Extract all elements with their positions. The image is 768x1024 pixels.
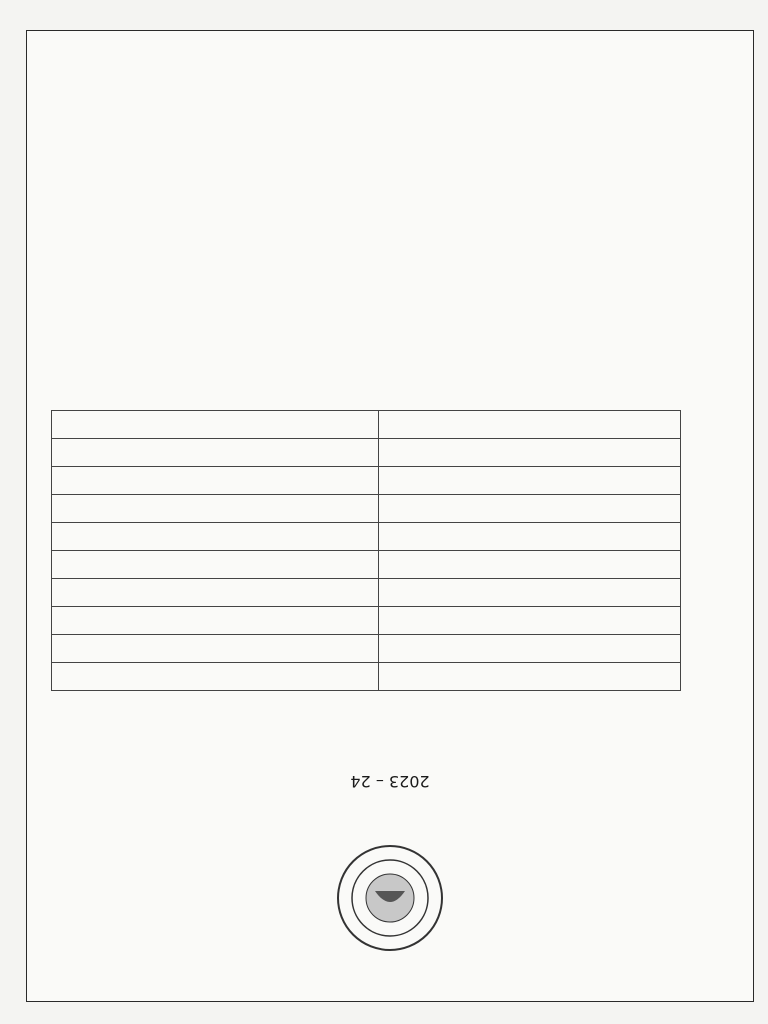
table-key [379,523,681,551]
table-value [52,495,379,523]
table-value [52,607,379,635]
table-key [379,579,681,607]
table-value [52,439,379,467]
table-row [52,411,681,439]
table-value [52,635,379,663]
document-sheet [26,30,754,1002]
table-value [52,551,379,579]
table-row [52,551,681,579]
table-row [52,663,681,691]
table-row [52,439,681,467]
scheme-year: 2023 – 24 [350,772,430,791]
table-key [379,663,681,691]
table-key [379,551,681,579]
table-row [52,523,681,551]
table-key [379,411,681,439]
table-key [379,495,681,523]
table-row [52,579,681,607]
table-key [379,607,681,635]
table-row [52,467,681,495]
table-value [52,523,379,551]
table-value [52,579,379,607]
government-seal-icon [335,843,445,953]
table-key [379,635,681,663]
table-key [379,467,681,495]
table-value [52,411,379,439]
table-row [52,607,681,635]
table-row [52,635,681,663]
table-key [379,439,681,467]
table-value [52,663,379,691]
table-value [52,467,379,495]
table-row [52,495,681,523]
details-table [51,410,681,691]
rotated-content [27,31,753,1001]
letterhead [67,843,713,953]
